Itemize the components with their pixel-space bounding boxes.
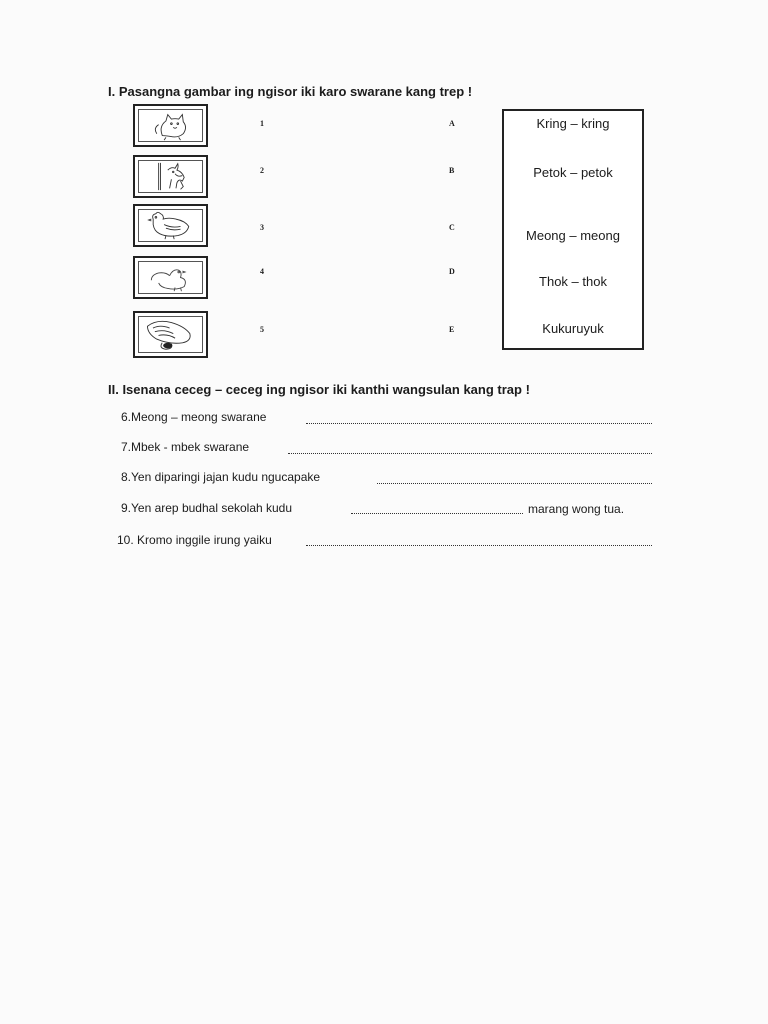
sound-option-d: Thok – thok (539, 274, 607, 289)
answer-line-8[interactable] (377, 483, 652, 484)
answer-line-6[interactable] (306, 423, 652, 424)
picture-box-4 (133, 256, 208, 299)
sound-option-b: Petok – petok (533, 165, 613, 180)
match-letter-e: E (449, 325, 455, 334)
sound-options-box (502, 109, 644, 350)
answer-line-10[interactable] (306, 545, 652, 546)
match-number-1: 1 (260, 119, 264, 128)
match-letter-d: D (449, 267, 455, 276)
answer-line-9[interactable] (351, 513, 523, 514)
match-letter-c: C (449, 223, 455, 232)
match-letter-b: B (449, 166, 455, 175)
question-7: 7.Mbek - mbek swarane (121, 440, 250, 454)
match-number-2: 2 (260, 166, 264, 175)
picture-box-5 (133, 311, 208, 358)
match-number-3: 3 (260, 223, 264, 232)
question-9: 9.Yen arep budhal sekolah kudu (121, 501, 293, 515)
sound-option-e: Kukuruyuk (542, 321, 604, 336)
question-10: 10. Kromo inggile irung yaiku (117, 533, 272, 547)
picture-box-1 (133, 104, 208, 147)
match-number-4: 4 (260, 267, 264, 276)
question-8: 8.Yen diparingi jajan kudu ngucapake (121, 470, 321, 484)
match-letter-a: A (449, 119, 455, 128)
picture-box-2 (133, 155, 208, 198)
shoes-icon (139, 317, 202, 352)
question-9-suffix: marang wong tua. (528, 502, 625, 516)
chick-icon (139, 262, 202, 293)
goat-icon (139, 161, 202, 192)
cat-icon (139, 110, 202, 141)
question-6: 6.Meong – meong swarane (121, 410, 267, 424)
section-2-heading: II. Isenana ceceg – ceceg ing ngisor iki kanthi wangsulan kang trap ! (108, 382, 530, 397)
hen-icon (139, 210, 202, 241)
sound-option-c: Meong – meong (526, 228, 620, 243)
sound-option-a: Kring – kring (536, 116, 610, 131)
answer-line-7[interactable] (288, 453, 652, 454)
match-number-5: 5 (260, 325, 264, 334)
picture-box-3 (133, 204, 208, 247)
section-1-heading: I. Pasangna gambar ing ngisor iki karo swarane kang trep ! (108, 84, 473, 99)
